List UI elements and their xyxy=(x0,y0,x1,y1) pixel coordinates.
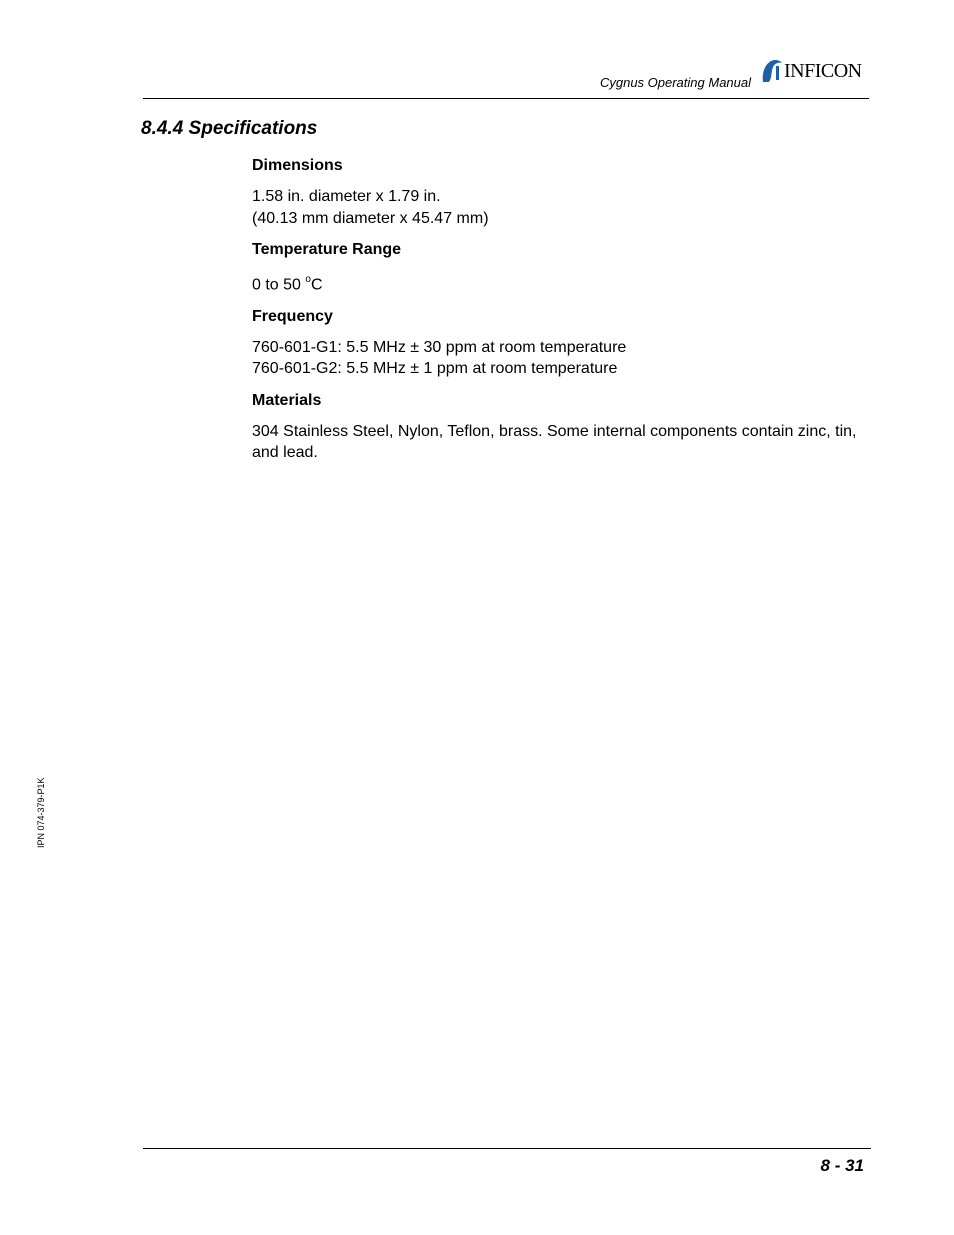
footer-rule xyxy=(143,1148,871,1149)
spec-heading: Dimensions xyxy=(252,157,343,174)
logo-wordmark: INFICON xyxy=(784,60,862,82)
spec-dimensions xyxy=(252,155,872,229)
spec-value: 760-601-G2: 5.5 MHz ± 1 ppm at room temperature xyxy=(252,360,618,378)
spec-value: (40.13 mm diameter x 45.47 mm) xyxy=(252,209,489,227)
specifications-content xyxy=(252,155,872,474)
logo-mark-icon xyxy=(760,58,784,84)
manual-title: Cygnus Operating Manual xyxy=(599,75,751,90)
page-number: 8 - 31 xyxy=(820,1156,864,1175)
spec-heading: Materials xyxy=(252,391,322,409)
spec-temperature-range xyxy=(252,239,872,296)
spec-value xyxy=(252,270,872,296)
spec-heading: Frequency xyxy=(252,307,333,325)
inficon-logo xyxy=(760,58,872,84)
temperature-value: 0 to 50 xyxy=(252,276,306,294)
spec-heading: Temperature Range xyxy=(252,241,402,258)
degree-symbol: o xyxy=(305,274,311,285)
spec-frequency xyxy=(252,306,872,380)
ipn-label: IPN 074-379-P1K xyxy=(36,777,46,848)
section-title: 8.4.4 Specifications xyxy=(141,118,318,139)
header-rule xyxy=(143,98,869,99)
spec-value: 1.58 in. diameter x 1.79 in. xyxy=(252,188,441,205)
spec-value: 760-601-G1: 5.5 MHz ± 30 ppm at room temperature xyxy=(252,338,627,356)
spec-value: 304 Stainless Steel, Nylon, Teflon, brass. Some internal components contain zinc, tin, and lead. xyxy=(252,422,857,462)
spec-materials xyxy=(252,390,872,464)
temperature-unit: C xyxy=(310,276,323,294)
